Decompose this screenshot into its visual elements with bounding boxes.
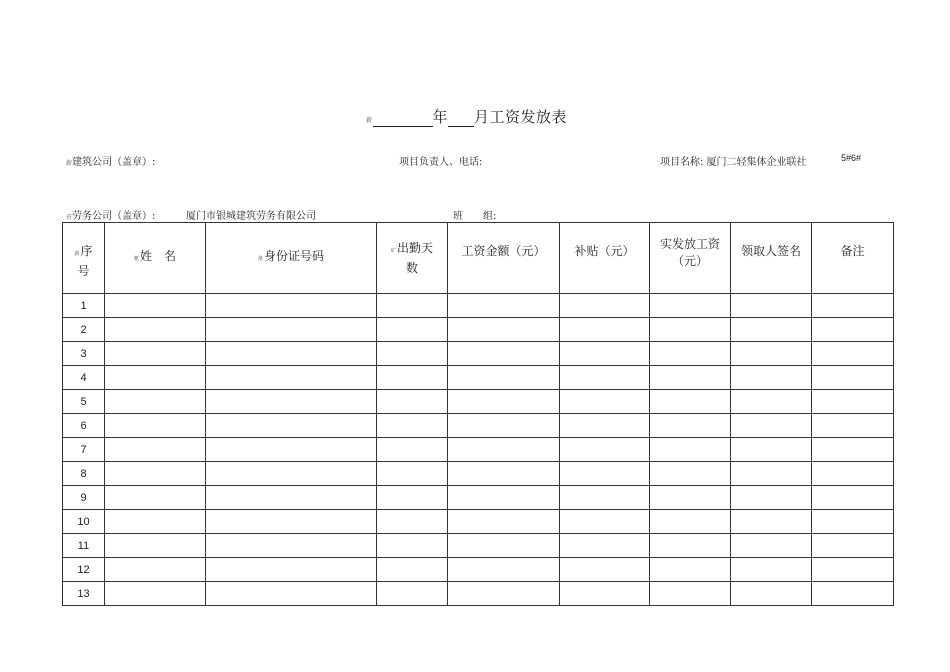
row-number: 3 <box>63 342 105 366</box>
table-cell <box>206 390 377 414</box>
labor-company-field <box>66 207 155 222</box>
table-row <box>63 414 894 438</box>
table-cell <box>206 342 377 366</box>
table-cell <box>812 318 894 342</box>
table-cell <box>377 558 448 582</box>
table-cell <box>105 582 206 606</box>
table-cell <box>377 390 448 414</box>
row-number: 10 <box>63 510 105 534</box>
row-number: 4 <box>63 366 105 390</box>
table-cell <box>377 462 448 486</box>
table-cell <box>731 462 812 486</box>
table-cell <box>105 294 206 318</box>
table-cell <box>731 534 812 558</box>
table-cell <box>206 534 377 558</box>
table-cell <box>812 582 894 606</box>
table-cell <box>650 582 731 606</box>
construction-company-field <box>66 153 155 168</box>
table-cell <box>560 534 650 558</box>
title-mark: 薪 <box>366 117 373 124</box>
table-cell <box>448 462 560 486</box>
table-cell <box>377 342 448 366</box>
table-cell <box>105 318 206 342</box>
table-cell <box>731 414 812 438</box>
table-cell <box>560 342 650 366</box>
table-cell <box>105 438 206 462</box>
table-cell <box>812 342 894 366</box>
table-cell <box>105 390 206 414</box>
table-cell <box>560 558 650 582</box>
table-cell <box>105 558 206 582</box>
labor-label: 劳务公司（盖章）: <box>72 211 156 222</box>
table-row <box>63 510 894 534</box>
table-cell <box>448 390 560 414</box>
row-number: 13 <box>63 582 105 606</box>
title-year-label: 年 <box>432 108 449 126</box>
header-remark: 备注 <box>812 223 894 294</box>
table-cell <box>377 294 448 318</box>
wage-table <box>62 222 894 606</box>
table-cell <box>206 414 377 438</box>
project-name-label: 项目名称: 厦门二轻集体企业联社 <box>660 157 807 168</box>
month-blank <box>448 112 474 127</box>
table-cell <box>560 462 650 486</box>
row-number: 12 <box>63 558 105 582</box>
header-attendance-days: 矿出勤天 数 <box>377 223 448 294</box>
table-cell <box>812 366 894 390</box>
table-cell <box>650 438 731 462</box>
table-cell <box>206 462 377 486</box>
table-cell <box>731 486 812 510</box>
table-cell <box>206 486 377 510</box>
table-cell <box>650 318 731 342</box>
table-cell <box>206 582 377 606</box>
table-cell <box>448 294 560 318</box>
row-number: 8 <box>63 462 105 486</box>
table-cell <box>448 558 560 582</box>
table-cell <box>377 414 448 438</box>
table-cell <box>812 462 894 486</box>
table-cell <box>377 582 448 606</box>
row-number: 6 <box>63 414 105 438</box>
table-cell <box>560 438 650 462</box>
labor-company-name: 厦门市银城建筑劳务有限公司 <box>186 211 316 222</box>
header-name: 艇姓 名 <box>105 223 206 294</box>
labor-mark: 莅 <box>66 214 73 221</box>
table-cell <box>448 318 560 342</box>
table-cell <box>812 534 894 558</box>
table-cell <box>448 486 560 510</box>
table-cell <box>448 582 560 606</box>
company-label: 建筑公司（盖章）: <box>72 157 156 168</box>
table-cell <box>650 366 731 390</box>
table-row <box>63 390 894 414</box>
header-seq: 薪序 号 <box>63 223 105 294</box>
table-cell <box>731 366 812 390</box>
table-cell <box>377 438 448 462</box>
table-cell <box>812 390 894 414</box>
table-cell <box>448 366 560 390</box>
table-cell <box>560 414 650 438</box>
table-cell <box>650 390 731 414</box>
table-row <box>63 342 894 366</box>
table-cell <box>448 510 560 534</box>
table-cell <box>377 318 448 342</box>
table-cell <box>377 486 448 510</box>
row-number: 9 <box>63 486 105 510</box>
header-id-number: 涎身份证号码 <box>206 223 377 294</box>
table-cell <box>448 438 560 462</box>
table-cell <box>377 534 448 558</box>
table-cell <box>650 486 731 510</box>
table-cell <box>650 294 731 318</box>
title-month-label: 月工资发放表 <box>474 108 568 126</box>
project-manager-label: 项目负责人、电话: <box>399 157 483 168</box>
table-row <box>63 534 894 558</box>
table-row <box>63 558 894 582</box>
table-cell <box>105 486 206 510</box>
table-cell <box>650 342 731 366</box>
table-cell <box>377 366 448 390</box>
table-cell <box>560 390 650 414</box>
table-cell <box>731 390 812 414</box>
table-cell <box>560 294 650 318</box>
table-cell <box>105 342 206 366</box>
table-cell <box>105 462 206 486</box>
row-number: 1 <box>63 294 105 318</box>
table-cell <box>206 366 377 390</box>
table-cell <box>650 414 731 438</box>
table-cell <box>560 486 650 510</box>
table-cell <box>105 366 206 390</box>
table-row <box>63 486 894 510</box>
row-number: 7 <box>63 438 105 462</box>
project-code: 5#6# <box>841 153 862 163</box>
table-cell <box>560 366 650 390</box>
table-cell <box>448 534 560 558</box>
table-row <box>63 294 894 318</box>
table-cell <box>206 558 377 582</box>
row-number: 5 <box>63 390 105 414</box>
table-row <box>63 366 894 390</box>
table-cell <box>812 414 894 438</box>
table-cell <box>731 342 812 366</box>
table-cell <box>560 318 650 342</box>
table-cell <box>731 510 812 534</box>
table-cell <box>731 438 812 462</box>
table-cell <box>560 582 650 606</box>
table-cell <box>812 486 894 510</box>
table-cell <box>206 318 377 342</box>
table-cell <box>650 510 731 534</box>
table-row <box>63 582 894 606</box>
table-cell <box>105 510 206 534</box>
table-cell <box>650 462 731 486</box>
table-cell <box>731 558 812 582</box>
row-number: 2 <box>63 318 105 342</box>
table-row <box>63 438 894 462</box>
table-cell <box>206 438 377 462</box>
header-wage-amount: 工资金额（元） <box>448 223 560 294</box>
table-cell <box>812 438 894 462</box>
page-title <box>366 106 567 127</box>
header-signature: 领取人签名 <box>731 223 812 294</box>
table-cell <box>731 294 812 318</box>
company-mark: 薪 <box>66 160 73 167</box>
table-cell <box>812 294 894 318</box>
table-cell <box>812 558 894 582</box>
year-blank <box>373 112 433 127</box>
table-row <box>63 318 894 342</box>
table-row <box>63 462 894 486</box>
table-header-row <box>63 223 894 294</box>
table-cell <box>448 342 560 366</box>
table-cell <box>650 534 731 558</box>
table-cell <box>731 582 812 606</box>
table-cell <box>650 558 731 582</box>
team-label: 班 组: <box>453 211 497 222</box>
table-cell <box>812 510 894 534</box>
table-cell <box>105 414 206 438</box>
table-cell <box>105 534 206 558</box>
table-cell <box>206 294 377 318</box>
table-cell <box>448 414 560 438</box>
header-subsidy: 补贴（元） <box>560 223 650 294</box>
table-cell <box>731 318 812 342</box>
table-cell <box>377 510 448 534</box>
header-actual-wage: 实发放工资 （元） <box>650 223 731 294</box>
table-cell <box>560 510 650 534</box>
row-number: 11 <box>63 534 105 558</box>
table-cell <box>206 510 377 534</box>
